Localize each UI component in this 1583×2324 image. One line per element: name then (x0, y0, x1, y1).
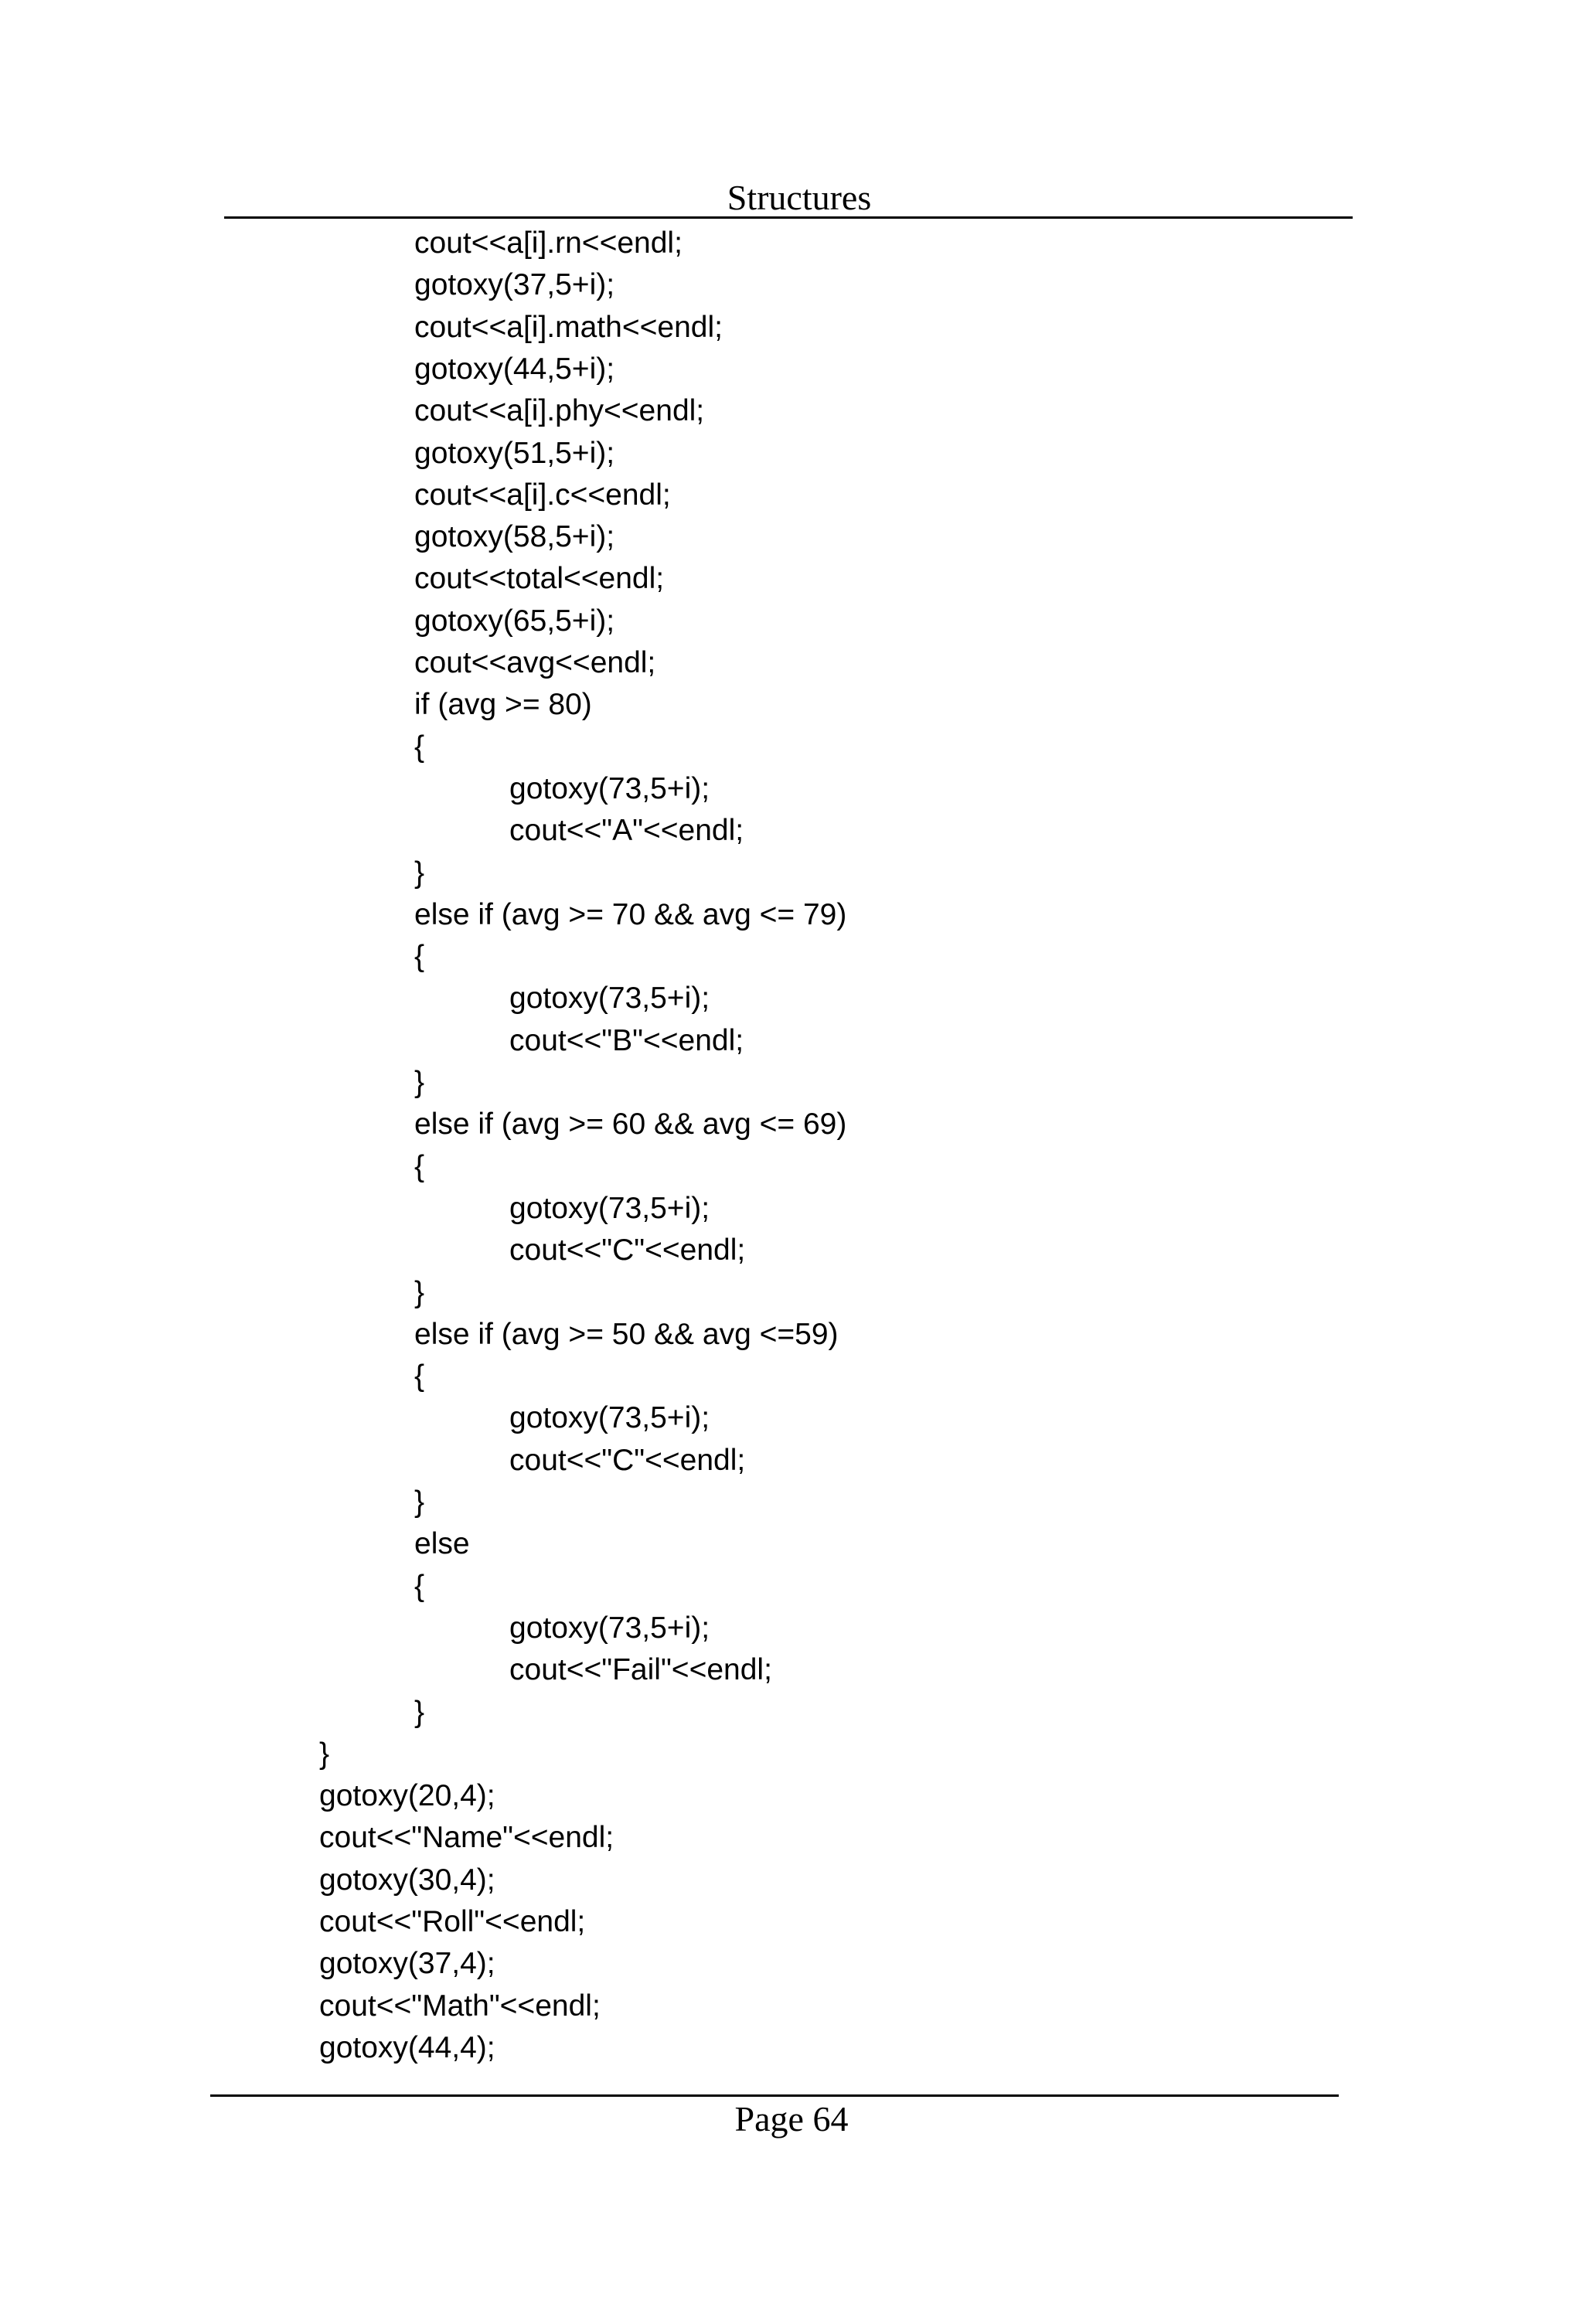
code-line: gotoxy(73,5+i); (509, 1401, 710, 1435)
code-line: gotoxy(30,4); (319, 1863, 495, 1897)
code-line: } (414, 1275, 425, 1309)
code-line: cout<<total<<endl; (414, 562, 665, 596)
code-line: cout<<"C"<<endl; (509, 1443, 746, 1477)
code-line: gotoxy(20,4); (319, 1779, 495, 1813)
code-line: gotoxy(58,5+i); (414, 520, 615, 554)
code-line: cout<<"Name"<<endl; (319, 1821, 614, 1855)
code-line: cout<<"C"<<endl; (509, 1233, 746, 1267)
code-line: gotoxy(37,5+i); (414, 268, 615, 302)
code-line: cout<<"Roll"<<endl; (319, 1905, 586, 1938)
header-divider (224, 216, 1353, 219)
code-line: cout<<"A"<<endl; (509, 814, 744, 848)
code-line: { (414, 940, 425, 974)
code-line: cout<<avg<<endl; (414, 646, 656, 679)
code-line: cout<<a[i].c<<endl; (414, 478, 671, 512)
code-line: } (414, 1066, 425, 1099)
code-line: gotoxy(73,5+i); (509, 1611, 710, 1645)
code-line: cout<<a[i].rn<<endl; (414, 226, 683, 260)
code-line: cout<<"B"<<endl; (509, 1023, 744, 1057)
code-line: else if (avg >= 60 && avg <= 69) (414, 1108, 847, 1142)
code-line: cout<<"Math"<<endl; (319, 1989, 601, 2023)
code-line: gotoxy(73,5+i); (509, 771, 710, 805)
code-line: } (414, 1485, 425, 1519)
code-line: } (319, 1737, 330, 1771)
code-line: cout<<"Fail"<<endl; (509, 1653, 772, 1687)
code-line: { (414, 1569, 425, 1603)
code-line: else if (avg >= 50 && avg <=59) (414, 1317, 839, 1351)
page-number: Page 64 (734, 2099, 849, 2139)
footer-divider (210, 2094, 1339, 2097)
code-line: if (avg >= 80) (414, 688, 592, 722)
code-line: gotoxy(44,4); (319, 2030, 495, 2064)
code-line: { (414, 1359, 425, 1393)
code-line: { (414, 730, 425, 764)
code-line: else (414, 1527, 470, 1561)
code-line: gotoxy(73,5+i); (509, 1191, 710, 1225)
code-line: } (414, 1695, 425, 1729)
code-line: else if (avg >= 70 && avg <= 79) (414, 897, 847, 931)
code-line: { (414, 1149, 425, 1183)
code-line: gotoxy(44,5+i); (414, 352, 615, 386)
code-line: cout<<a[i].math<<endl; (414, 310, 723, 344)
code-line: gotoxy(73,5+i); (509, 982, 710, 1016)
code-line: gotoxy(37,4); (319, 1947, 495, 1981)
code-line: } (414, 856, 425, 890)
code-line: gotoxy(65,5+i); (414, 604, 615, 638)
code-line: gotoxy(51,5+i); (414, 436, 615, 470)
code-line: cout<<a[i].phy<<endl; (414, 394, 705, 428)
page-header-title: Structures (727, 178, 872, 217)
